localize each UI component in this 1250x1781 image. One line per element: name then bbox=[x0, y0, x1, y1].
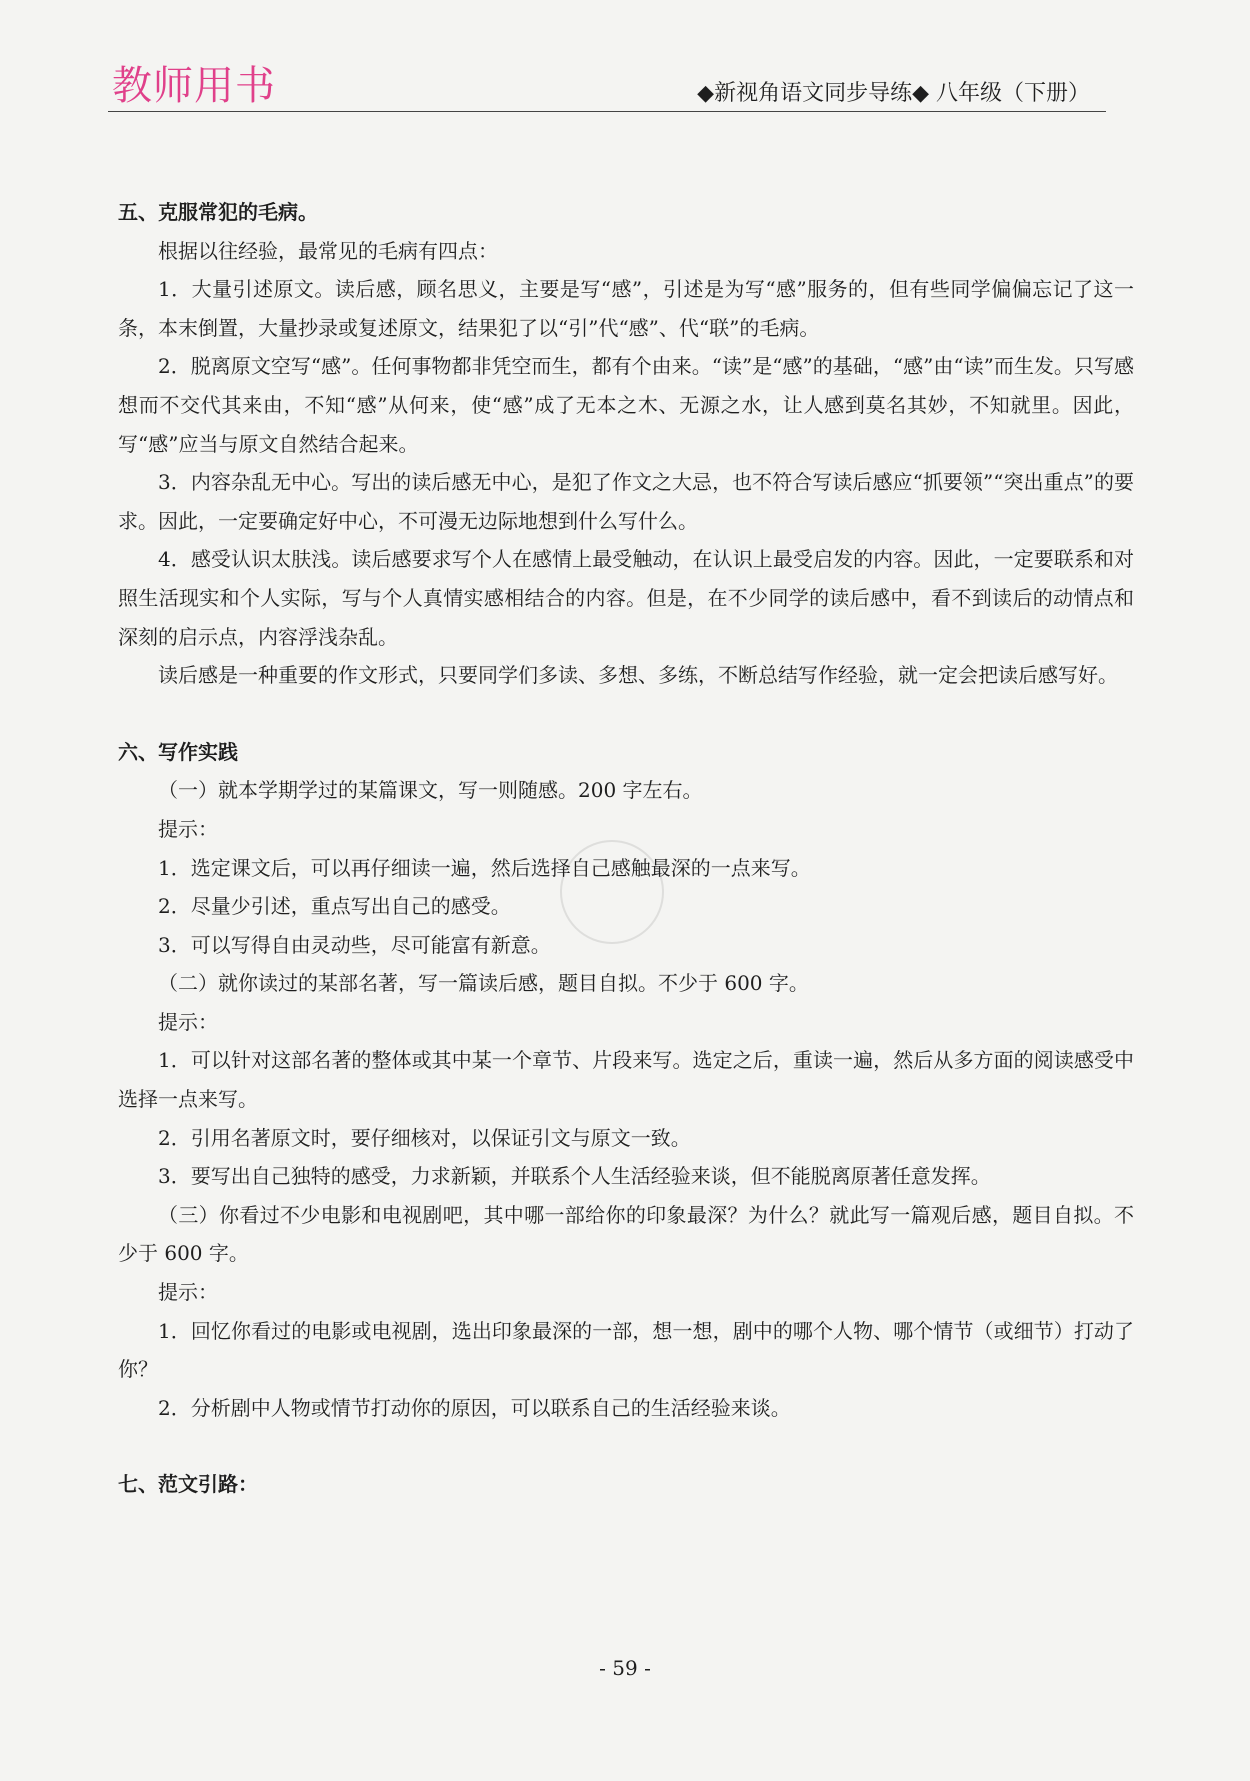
header-brand: 教师用书 bbox=[112, 63, 276, 109]
section-five-title: 五、克服常犯的毛病。 bbox=[118, 200, 318, 224]
hint-1-item-2: 2．尽量少引述，重点写出自己的感受。 bbox=[158, 894, 511, 919]
section-five-conclusion: 读后感是一种重要的作文形式，只要同学们多读、多想、多练，不断总结写作经验，就一定会把读后感写好。 bbox=[158, 663, 1118, 688]
hint-3-item-2: 2．分析剧中人物或情节打动你的原因，可以联系自己的生活经验来谈。 bbox=[158, 1395, 791, 1420]
header-book-title: ◆新视角语文同步导练◆ 八年级（下册） bbox=[697, 81, 1090, 106]
header-rule bbox=[108, 111, 1106, 112]
task-2: （二）就你读过的某部名著，写一篇读后感，题目自拟。不少于 600 字。 bbox=[158, 971, 809, 996]
section-seven-title: 七、范文引路： bbox=[118, 1472, 258, 1497]
task-3: （三）你看过不少电影和电视剧吧，其中哪一部给你的印象最深？为什么？就此写一篇观后感，题目自拟。不少于 600 字。 bbox=[118, 1202, 1134, 1266]
hint-1-label: 提示： bbox=[158, 816, 218, 841]
section-five-intro: 根据以往经验，最常见的毛病有四点： bbox=[158, 238, 498, 263]
section-five-point-2: 2．脱离原文空写“感”。任何事物都非凭空而生，都有个由来。“读”是“感”的基础，“感”由“读”而生发。只写感想而不交代其来由，不知“感”从何来，使“感”成了无本之木、无源之水，让人感到莫名其妙，不知就里。因此，写“感”应当与原文自然结合起来。 bbox=[118, 354, 1134, 456]
page-number: - 59 - bbox=[599, 1656, 651, 1680]
hint-3-label: 提示： bbox=[158, 1280, 218, 1305]
main-content bbox=[118, 193, 1134, 1504]
hint-2-item-2: 2．引用名著原文时，要仔细核对，以保证引文与原文一致。 bbox=[158, 1125, 691, 1150]
hint-2-item-3: 3．要写出自己独特的感受，力求新颖，并联系个人生活经验来谈，但不能脱离原著任意发挥。 bbox=[158, 1164, 991, 1189]
section-five-point-4: 4．感受认识太肤浅。读后感要求写个人在感情上最受触动，在认识上最受启发的内容。因此，一定要联系和对照生活现实和个人实际，写与个人真情实感相结合的内容。但是，在不少同学的读后感中，看不到读后的动情点和深刻的启示点，内容浮浅杂乱。 bbox=[118, 547, 1134, 649]
section-spacer bbox=[118, 695, 1134, 733]
section-five-point-3: 3．内容杂乱无中心。写出的读后感无中心，是犯了作文之大忌，也不符合写读后感应“抓要领”“突出重点”的要求。因此，一定要确定好中心，不可漫无边际地想到什么写什么。 bbox=[118, 470, 1134, 533]
hint-2-item-1: 1．可以针对这部名著的整体或其中某一个章节、片段来写。选定之后，重读一遍，然后从多方面的阅读感受中选择一点来写。 bbox=[118, 1048, 1134, 1112]
hint-3-item-1: 1．回忆你看过的电影或电视剧，选出印象最深的一部，想一想，剧中的哪个人物、哪个情节（或细节）打动了你？ bbox=[118, 1318, 1134, 1382]
hint-1-item-1: 1．选定课文后，可以再仔细读一遍，然后选择自己感触最深的一点来写。 bbox=[158, 855, 811, 880]
section-spacer bbox=[118, 1427, 1134, 1465]
hint-1-item-3: 3．可以写得自由灵动些，尽可能富有新意。 bbox=[158, 932, 551, 957]
section-six-title: 六、写作实践 bbox=[118, 739, 238, 764]
hint-2-label: 提示： bbox=[158, 1009, 218, 1034]
task-1: （一）就本学期学过的某篇课文，写一则随感。200 字左右。 bbox=[158, 778, 703, 803]
section-five-point-1: 1．大量引述原文。读后感，顾名思义，主要是写“感”，引述是为写“感”服务的，但有些同学偏偏忘记了这一条，本末倒置，大量抄录或复述原文，结果犯了以“引”代“感”、代“联”的毛病。 bbox=[118, 277, 1134, 340]
